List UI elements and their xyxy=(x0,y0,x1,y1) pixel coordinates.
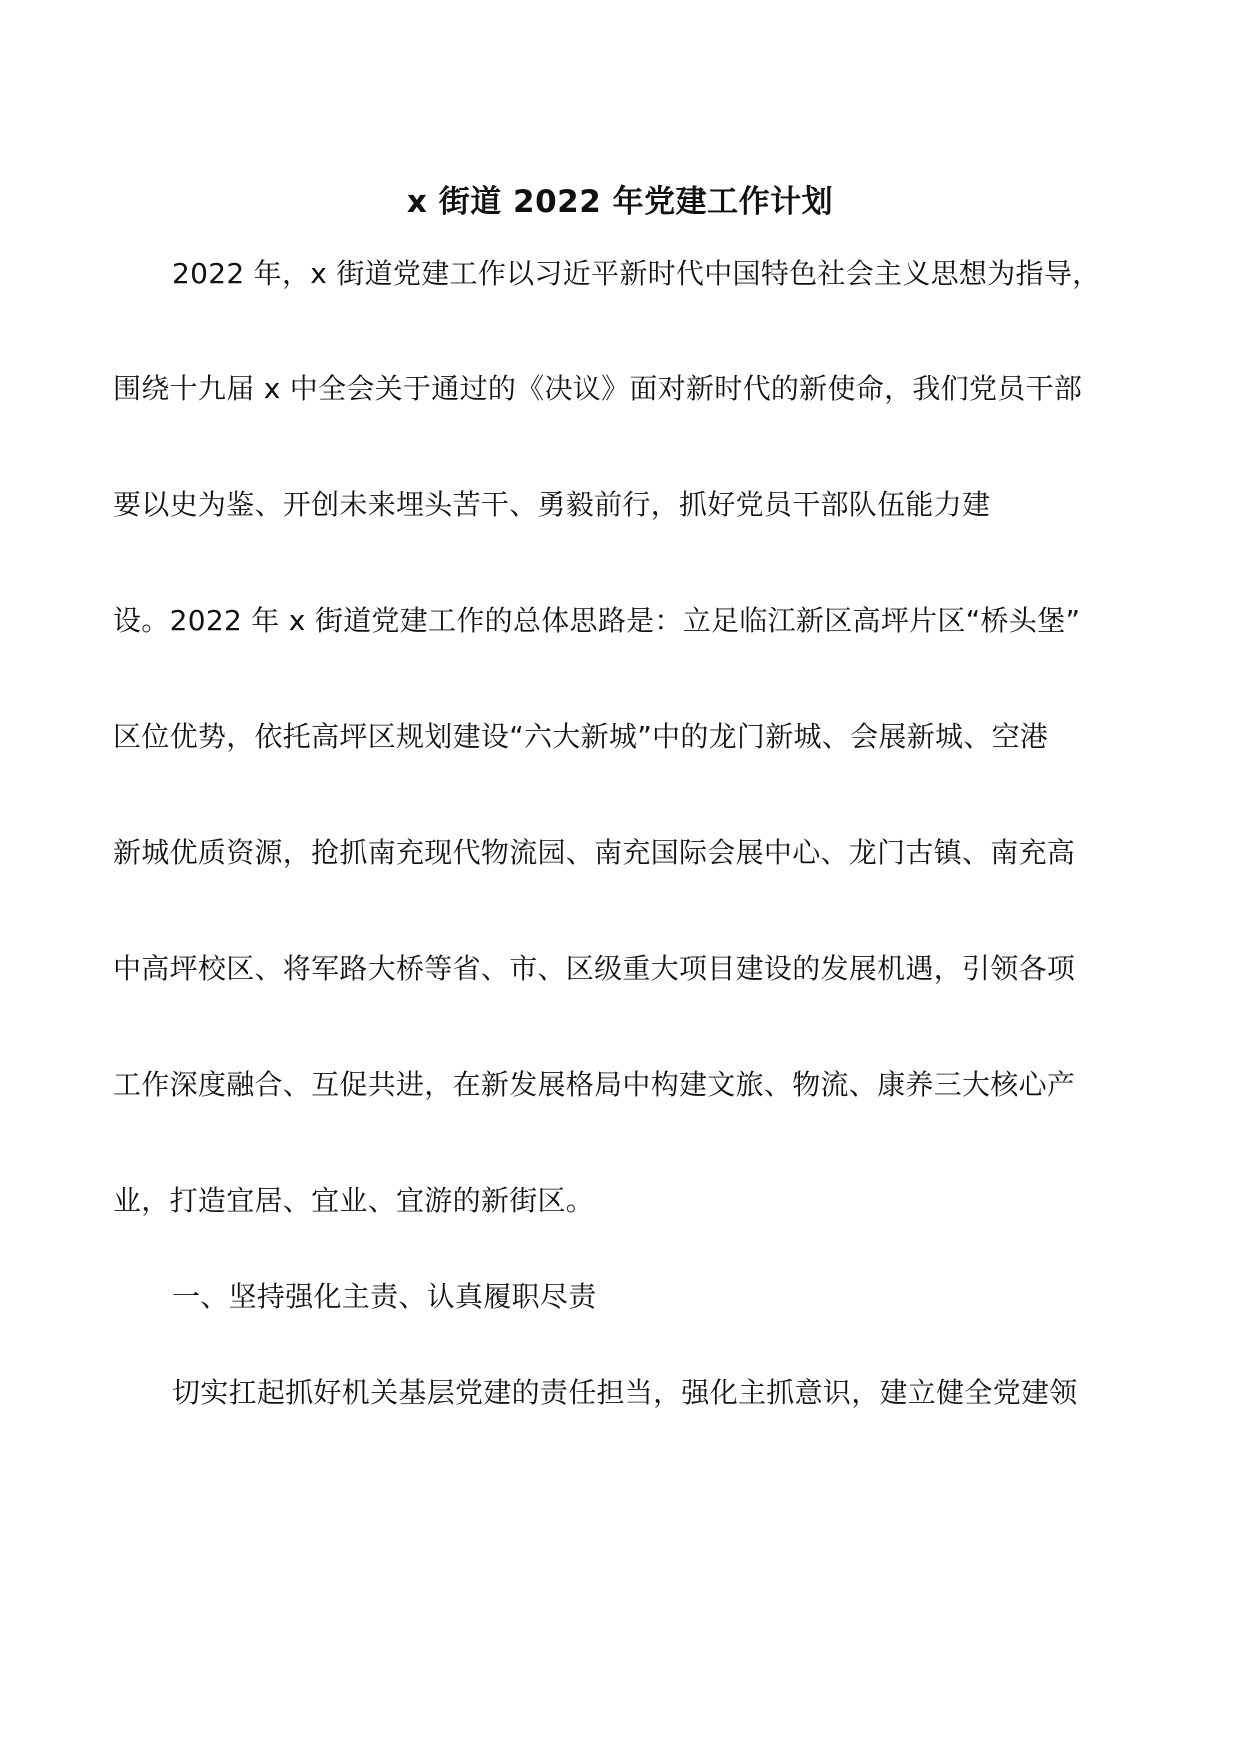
paragraph-line: 围绕十九届 x 中全会关于通过的《决议》面对新时代的新使命，我们党员干部 xyxy=(113,372,1083,405)
paragraph-line: 新城优质资源，抢抓南充现代物流园、南充国际会展中心、龙门古镇、南充高 xyxy=(113,836,1076,869)
paragraph-line: 业，打造宜居、宜业、宜游的新街区。 xyxy=(113,1184,595,1217)
paragraph-line: 2022 年，x 街道党建工作以习近平新时代中国特色社会主义思想为指导， xyxy=(172,257,1101,290)
paragraph-line: 要以史为鉴、开创未来埋头苦干、勇毅前行，抓好党员干部队伍能力建 xyxy=(113,488,991,521)
paragraph-line: 切实扛起抓好机关基层党建的责任担当，强化主抓意识，建立健全党建领 xyxy=(172,1376,1078,1409)
section-heading: 一、坚持强化主责、认真履职尽责 xyxy=(172,1280,597,1313)
paragraph-line: 中高坪校区、将军路大桥等省、市、区级重大项目建设的发展机遇，引领各项 xyxy=(113,952,1076,985)
paragraph-line: 区位优势，依托高坪区规划建设“六大新城”中的龙门新城、会展新城、空港 xyxy=(113,720,1049,753)
paragraph-line: 工作深度融合、互促共进，在新发展格局中构建文旅、物流、康养三大核心产 xyxy=(113,1068,1076,1101)
document-title: x 街道 2022 年党建工作计划 xyxy=(406,184,834,220)
paragraph-line: 设。2022 年 x 街道党建工作的总体思路是：立足临江新区高坪片区“桥头堡” xyxy=(113,604,1081,637)
